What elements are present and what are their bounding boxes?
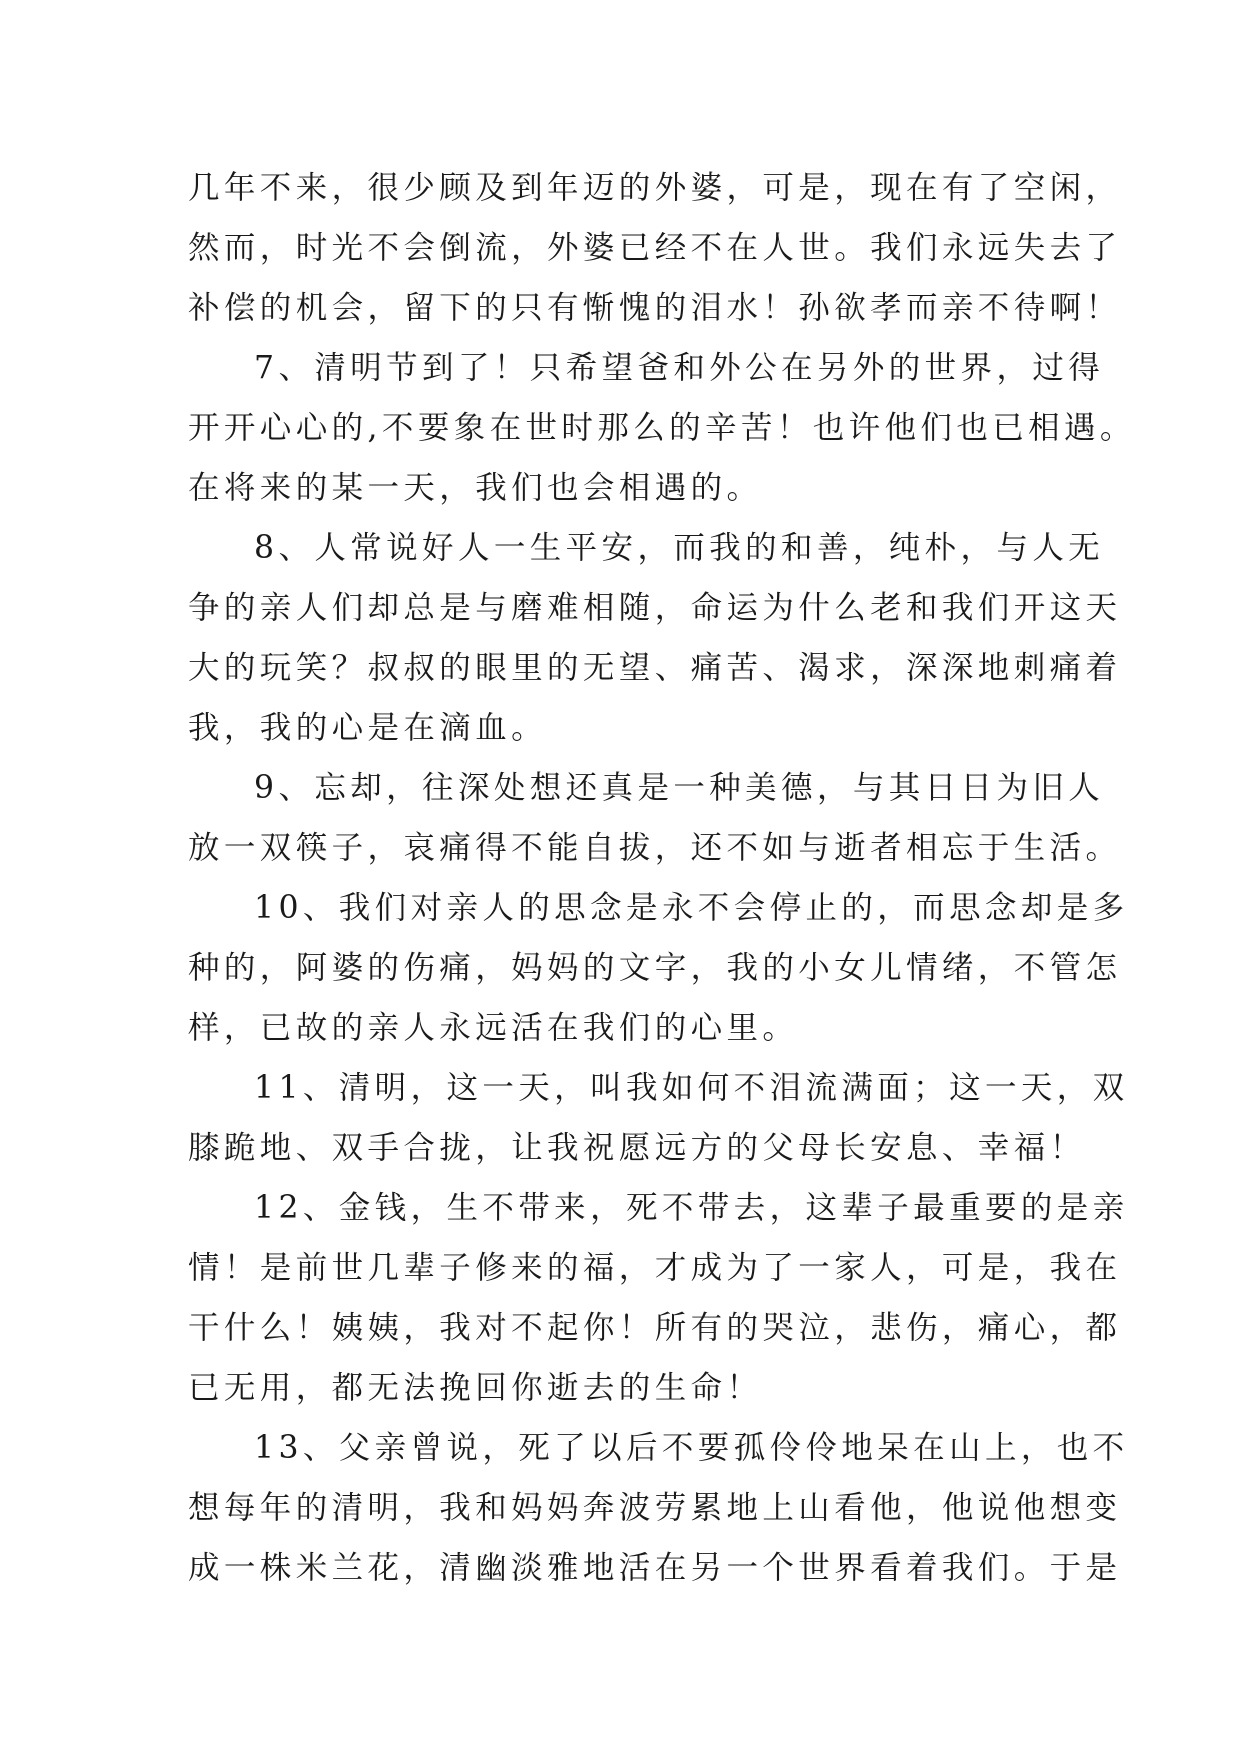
paragraph-start-line: 13、父亲曾说，死了以后不要孤伶伶地呆在山上，也不: [254, 1430, 1129, 1466]
text-line: 大的玩笑？叔叔的眼里的无望、痛苦、渴求，深深地刺痛着: [188, 650, 1122, 686]
text-line: 开开心心的,不要象在世时那么的辛苦！也许他们也已相遇。: [188, 410, 1136, 446]
paragraph-start-line: 11、清明，这一天，叫我如何不泪流满面；这一天，双: [254, 1070, 1129, 1106]
paragraph-start-line: 12、金钱，生不带来，死不带去，这辈子最重要的是亲: [254, 1190, 1129, 1226]
paragraph-start-line: 7、清明节到了！只希望爸和外公在另外的世界，过得: [254, 350, 1105, 386]
text-line: 成一株米兰花，清幽淡雅地活在另一个世界看着我们。于是: [188, 1550, 1122, 1586]
paragraph-start-line: 8、人常说好人一生平安，而我的和善，纯朴，与人无: [254, 530, 1105, 566]
text-line: 情！是前世几辈子修来的福，才成为了一家人，可是，我在: [188, 1250, 1122, 1286]
paragraph-start-line: 9、忘却，往深处想还真是一种美德，与其日日为旧人: [254, 770, 1105, 806]
body-text: [188, 158, 1136, 1598]
text-line: 补偿的机会，留下的只有惭愧的泪水！孙欲孝而亲不待啊！: [188, 290, 1122, 326]
text-line: 争的亲人们却总是与磨难相随，命运为什么老和我们开这天: [188, 590, 1122, 626]
text-line: 样，已故的亲人永远活在我们的心里。: [188, 1010, 799, 1046]
text-line: 我，我的心是在滴血。: [188, 710, 548, 746]
text-line: 干什么！姨姨，我对不起你！所有的哭泣，悲伤，痛心，都: [188, 1310, 1122, 1346]
paragraph-start-line: 10、我们对亲人的思念是永不会停止的，而思念却是多: [254, 890, 1129, 926]
text-line: 已无用，都无法挽回你逝去的生命！: [188, 1370, 763, 1406]
text-line: 放一双筷子，哀痛得不能自拔，还不如与逝者相忘于生活。: [188, 830, 1122, 866]
text-line: 在将来的某一天，我们也会相遇的。: [188, 470, 763, 506]
text-line: 想每年的清明，我和妈妈奔波劳累地上山看他，他说他想变: [188, 1490, 1122, 1526]
text-line: 膝跪地、双手合拢，让我祝愿远方的父母长安息、幸福！: [188, 1130, 1086, 1166]
text-line: 几年不来，很少顾及到年迈的外婆，可是，现在有了空闲，: [188, 170, 1122, 206]
text-line: 然而，时光不会倒流，外婆已经不在人世。我们永远失去了: [188, 230, 1122, 266]
text-line: 种的，阿婆的伤痛，妈妈的文字，我的小女儿情绪，不管怎: [188, 950, 1122, 986]
